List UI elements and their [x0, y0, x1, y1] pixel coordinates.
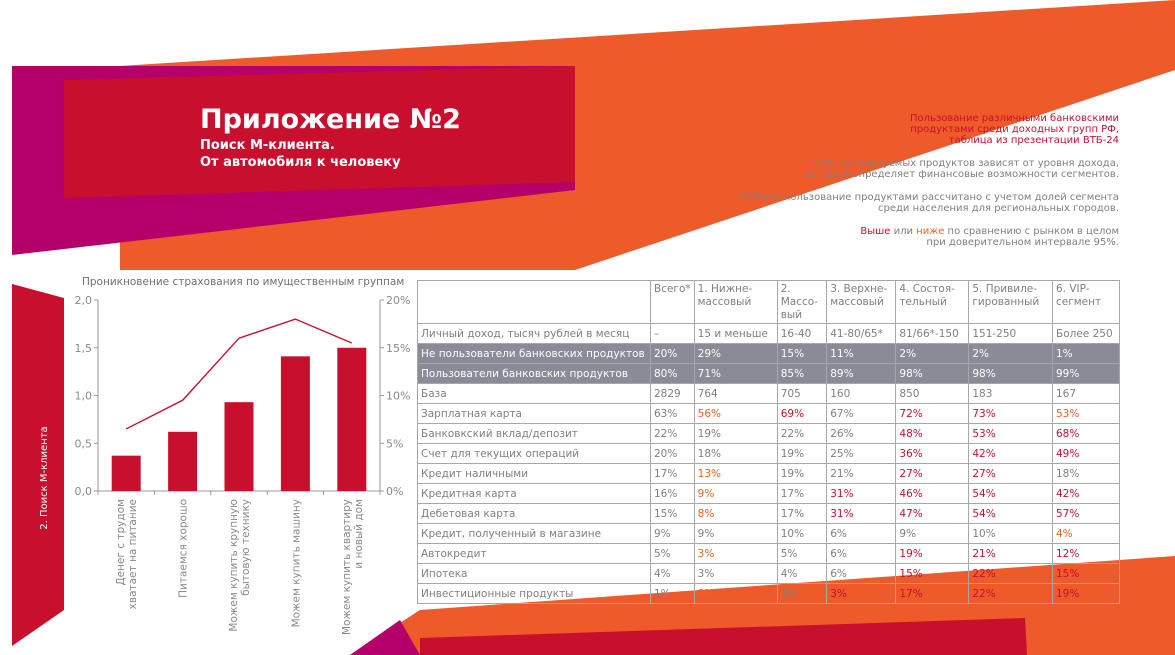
- table-row: [418, 344, 1120, 364]
- description-line-2: который определяет финансовые возможности сегментов.: [804, 169, 1119, 180]
- table-cell: –: [651, 324, 695, 344]
- row-label: Кредит, полученный в магазине: [418, 524, 651, 544]
- y-left-tick-label: 2,0: [74, 294, 92, 307]
- table-cell: 31%: [827, 484, 896, 504]
- subtitle-line-2: От автомобиля к человеку: [200, 155, 401, 170]
- legend-higher: Выше: [860, 226, 891, 237]
- table-cell: 167: [1053, 384, 1120, 404]
- x-category-label: Денег с трудом: [115, 499, 128, 586]
- table-cell: 22%: [969, 584, 1053, 604]
- y-right-tick-label: 20%: [386, 294, 411, 307]
- table-cell: 850: [896, 384, 969, 404]
- table-cell: 5%: [651, 544, 695, 564]
- row-label: Дебетовая карта: [418, 504, 651, 524]
- page-title: Приложение №2: [200, 104, 461, 135]
- table-cell: 15%: [651, 504, 695, 524]
- table-cell: 54%: [969, 504, 1053, 524]
- table-row: [418, 484, 1120, 504]
- x-category-label: бытовую технику: [240, 499, 252, 596]
- table-cell: 20%: [651, 444, 695, 464]
- title-block: [200, 103, 461, 171]
- table-row: [418, 324, 1120, 344]
- table-row: [418, 584, 1120, 604]
- table-header-cell: 3. Верхне-массовый: [827, 281, 896, 324]
- table-cell: 46%: [896, 484, 969, 504]
- legend-rest-2: при доверительном интервале 95%.: [926, 237, 1119, 248]
- row-label: Не пользователи банковских продуктов: [418, 344, 651, 364]
- table-cell: 9%: [651, 524, 695, 544]
- table-cell: 15%: [896, 564, 969, 584]
- table-cell: 2829: [651, 384, 695, 404]
- table-cell: 41-80/65*: [827, 324, 896, 344]
- y-left-tick-label: 0,5: [74, 437, 92, 451]
- table-cell: 98%: [896, 364, 969, 384]
- table-cell: 29%: [694, 344, 777, 364]
- table-cell: 21%: [969, 544, 1053, 564]
- legend-rest-1: по сравнению с рынком в целом: [947, 226, 1119, 237]
- row-label: Инвестиционные продукты: [418, 584, 651, 604]
- legend-lower: ниже: [916, 226, 945, 237]
- table-cell: 72%: [896, 404, 969, 424]
- table-cell: 1%: [651, 584, 695, 604]
- table-cell: 3%: [827, 584, 896, 604]
- table-cell: 18%: [1053, 464, 1120, 484]
- table-cell: 99%: [1053, 364, 1120, 384]
- table-cell: 17%: [896, 584, 969, 604]
- subtitle-line-1: Поиск М-клиента.: [200, 138, 335, 153]
- color-legend-note: [699, 226, 1119, 248]
- table-header-cell: 6. VIP-сегмент: [1053, 281, 1120, 324]
- table-cell: 31%: [827, 504, 896, 524]
- table-cell: 26%: [827, 424, 896, 444]
- footnote: [699, 192, 1119, 214]
- table-cell: 69%: [777, 404, 826, 424]
- table-header-cell: 5. Привиле-гированный: [969, 281, 1053, 324]
- table-cell: Более 250: [1053, 324, 1120, 344]
- side-section-label: 2. Поиск М-клиента: [39, 426, 50, 530]
- source-note: [699, 113, 1119, 146]
- table-cell: 16-40: [777, 324, 826, 344]
- description-note: [699, 158, 1119, 180]
- table-header-cell: 1. Нижне-массовый: [694, 281, 777, 324]
- table-cell: 9%: [694, 484, 777, 504]
- table-cell: 53%: [969, 424, 1053, 444]
- chart-bar: [168, 432, 197, 491]
- table-cell: 27%: [969, 464, 1053, 484]
- source-note-line-3: таблица из презентации ВТБ-24: [948, 135, 1119, 146]
- table-header-cell: 2. Массо-вый: [777, 281, 826, 324]
- table-cell: 0%: [694, 584, 777, 604]
- table-cell: 8%: [694, 504, 777, 524]
- x-category-label: и новый дом: [352, 499, 365, 569]
- table-cell: 68%: [1053, 424, 1120, 444]
- chart-title: Проникновение страхования по имущественным группам: [82, 276, 405, 288]
- footnote-line-1: *Общее пользование продуктами рассчитано с учетом долей сегмента: [739, 192, 1119, 203]
- table-cell: 56%: [694, 404, 777, 424]
- table-cell: 4%: [651, 564, 695, 584]
- banking-products-table: [417, 280, 1120, 604]
- table-cell: 11%: [827, 344, 896, 364]
- table-cell: 15%: [1053, 564, 1120, 584]
- table-cell: 80%: [651, 364, 695, 384]
- insurance-chart: [68, 290, 418, 650]
- table-cell: 89%: [827, 364, 896, 384]
- table-cell: 6%: [827, 564, 896, 584]
- chart-bar: [281, 356, 310, 491]
- table-cell: 183: [969, 384, 1053, 404]
- table-header-cell: Всего*: [651, 281, 695, 324]
- table-cell: 17%: [777, 484, 826, 504]
- table-cell: 27%: [896, 464, 969, 484]
- table-header-cell: [418, 281, 651, 324]
- y-right-tick-label: 10%: [386, 389, 411, 403]
- table-cell: 4%: [1053, 524, 1120, 544]
- table-row: [418, 444, 1120, 464]
- table-cell: 22%: [777, 424, 826, 444]
- row-label: Автокредит: [418, 544, 651, 564]
- chart-bar: [337, 348, 366, 491]
- table-cell: 2%: [969, 344, 1053, 364]
- table-cell: 81/66*-150: [896, 324, 969, 344]
- table-cell: 57%: [1053, 504, 1120, 524]
- row-label: Пользователи банковских продуктов: [418, 364, 651, 384]
- table-cell: 47%: [896, 504, 969, 524]
- source-note-line-1: Пользование различными банковскими: [910, 113, 1119, 124]
- table-cell: 5%: [777, 544, 826, 564]
- table-cell: 15%: [777, 344, 826, 364]
- table-cell: 85%: [777, 364, 826, 384]
- table-cell: 3%: [694, 544, 777, 564]
- x-category-label: хватает на питание: [127, 499, 140, 610]
- table-cell: 19%: [694, 424, 777, 444]
- footnote-line-2: среди населения для региональных городов.: [878, 203, 1119, 214]
- table-cell: 2%: [896, 344, 969, 364]
- source-note-line-2: продуктами среди доходных групп РФ,: [910, 124, 1119, 135]
- table-row: [418, 424, 1120, 444]
- table-cell: 98%: [969, 364, 1053, 384]
- row-label: Кредит наличными: [418, 464, 651, 484]
- y-left-tick-label: 0,0: [74, 485, 92, 498]
- table-cell: 63%: [651, 404, 695, 424]
- row-label: Личный доход, тысяч рублей в месяц: [418, 324, 651, 344]
- table-cell: 6%: [827, 524, 896, 544]
- table-cell: 36%: [896, 444, 969, 464]
- table-cell: 22%: [651, 424, 695, 444]
- table-cell: 1%: [1053, 344, 1120, 364]
- table-cell: 18%: [694, 444, 777, 464]
- table-row: [418, 384, 1120, 404]
- row-label: Кредитная карта: [418, 484, 651, 504]
- y-right-tick-label: 15%: [386, 341, 411, 355]
- y-left-tick-label: 1,0: [74, 389, 92, 403]
- table-cell: 48%: [896, 424, 969, 444]
- table-cell: 19%: [896, 544, 969, 564]
- description-line-1: Типы используемых продуктов зависят от уровня дохода,: [810, 158, 1119, 169]
- table-cell: 17%: [777, 504, 826, 524]
- table-row: [418, 524, 1120, 544]
- notes-block: [699, 113, 1119, 260]
- table-cell: 9%: [694, 524, 777, 544]
- table-cell: 9%: [896, 524, 969, 544]
- table-row: [418, 564, 1120, 584]
- table-cell: 49%: [1053, 444, 1120, 464]
- table-cell: 4%: [777, 564, 826, 584]
- table-row: [418, 464, 1120, 484]
- table-cell: 705: [777, 384, 826, 404]
- table-cell: 12%: [1053, 544, 1120, 564]
- table-cell: 19%: [777, 444, 826, 464]
- table-cell: 160: [827, 384, 896, 404]
- table-cell: 15 и меньше: [694, 324, 777, 344]
- row-label: Банковкский вклад/депозит: [418, 424, 651, 444]
- x-category-label: Питаемся хорошо: [177, 499, 190, 598]
- x-category-label: Можем купить машину: [290, 499, 303, 628]
- row-label: Ипотека: [418, 564, 651, 584]
- table-cell: 42%: [969, 444, 1053, 464]
- table-cell: 67%: [827, 404, 896, 424]
- table-cell: 73%: [969, 404, 1053, 424]
- table-cell: 1%: [777, 584, 826, 604]
- x-category-label: Можем купить крупную: [228, 499, 240, 632]
- table-cell: 13%: [694, 464, 777, 484]
- table-cell: 151-250: [969, 324, 1053, 344]
- table-header-cell: 4. Состоя-тельный: [896, 281, 969, 324]
- table-row: [418, 404, 1120, 424]
- table-row: [418, 364, 1120, 384]
- chart-bar: [112, 456, 141, 491]
- y-right-tick-label: 0%: [386, 485, 404, 498]
- table-cell: 10%: [777, 524, 826, 544]
- table-cell: 53%: [1053, 404, 1120, 424]
- table-row: [418, 544, 1120, 564]
- table-cell: 10%: [969, 524, 1053, 544]
- row-label: База: [418, 384, 651, 404]
- table-cell: 20%: [651, 344, 695, 364]
- row-label: Счет для текущих операций: [418, 444, 651, 464]
- table-cell: 54%: [969, 484, 1053, 504]
- table-cell: 21%: [827, 464, 896, 484]
- table-cell: 25%: [827, 444, 896, 464]
- table-cell: 42%: [1053, 484, 1120, 504]
- table-cell: 6%: [827, 544, 896, 564]
- y-right-tick-label: 5%: [386, 437, 404, 451]
- table-header-row: [418, 281, 1120, 324]
- chart-bar: [225, 402, 254, 491]
- table-cell: 19%: [777, 464, 826, 484]
- y-left-tick-label: 1,5: [74, 341, 92, 355]
- table-cell: 764: [694, 384, 777, 404]
- legend-or: или: [893, 226, 913, 237]
- left-red-strip: [12, 284, 64, 646]
- table-cell: 17%: [651, 464, 695, 484]
- table-cell: 16%: [651, 484, 695, 504]
- table-cell: 3%: [694, 564, 777, 584]
- row-label: Зарплатная карта: [418, 404, 651, 424]
- table-cell: 71%: [694, 364, 777, 384]
- table-row: [418, 504, 1120, 524]
- x-category-label: Можем купить квартиру: [340, 499, 353, 635]
- table-cell: 22%: [969, 564, 1053, 584]
- table-cell: 19%: [1053, 584, 1120, 604]
